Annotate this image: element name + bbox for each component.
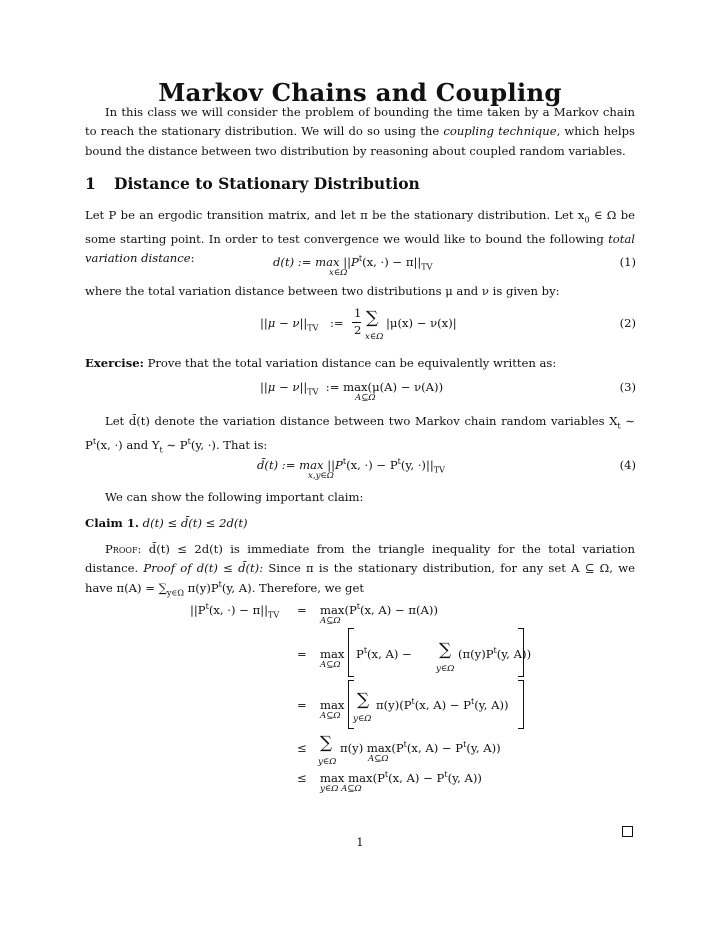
equation-number: (1) bbox=[619, 255, 636, 269]
sum-under: y∈Ω bbox=[318, 757, 337, 767]
row-expr: (π(y)P bbox=[458, 647, 494, 661]
row-sup: t bbox=[411, 697, 415, 706]
eq3-lhs: ||μ − ν|| bbox=[260, 380, 308, 394]
relation-symbol: ≤ bbox=[297, 741, 307, 755]
row-under: A⊆Ω bbox=[320, 616, 341, 626]
row-expr-3: (y, A)) bbox=[466, 741, 501, 755]
row-sup: t bbox=[493, 646, 497, 655]
row-pre: P bbox=[356, 647, 364, 661]
para3-text-1: Let d̄(t) denote the variation distance between two Markov chain random variables X bbox=[105, 414, 618, 428]
eq2-rhs: |μ(x) − ν(x)| bbox=[386, 316, 457, 330]
intro-paragraph bbox=[85, 103, 635, 161]
row-expr-2: (x, A) − P bbox=[388, 771, 445, 785]
para1-text-1: Let P be an ergodic transition matrix, and let π be the stationary distribution. Let x bbox=[85, 208, 585, 222]
sum-symbol: ∑ bbox=[320, 733, 333, 753]
relation-symbol: = bbox=[297, 698, 307, 712]
eq4-sup-2: t bbox=[397, 457, 401, 466]
derivation-lhs-sub: TV bbox=[268, 610, 280, 620]
intro-emphasis: coupling technique bbox=[443, 124, 557, 139]
row-pre-2: (x, A) − bbox=[367, 647, 412, 661]
eq2-sum: ∑ bbox=[366, 308, 379, 328]
proof-text-1: d̄(t) ≤ 2d(t) is immediate from the triangle inequality for the total variation distance. bbox=[85, 542, 635, 576]
para3-text-4: ∼ P bbox=[162, 437, 188, 452]
proof-text-2: Since π is the stationary distribution, for any set A ⊆ Ω, we have π(A) = ∑ bbox=[85, 561, 636, 595]
max-operator: max max(P bbox=[320, 771, 385, 785]
row-under: y∈Ω A⊆Ω bbox=[320, 784, 362, 794]
row-sup: t bbox=[384, 770, 389, 779]
row-sup-2: t bbox=[463, 740, 467, 749]
eq3-under: A⊆Ω bbox=[355, 393, 376, 403]
derivation-lhs bbox=[190, 603, 279, 619]
eq2-frac-den: 2 bbox=[354, 323, 362, 337]
proof-sup: t bbox=[218, 579, 222, 589]
para1-emphasis: total variation distance bbox=[85, 231, 635, 266]
intro-text-1: In this class we will consider the problem of bounding the time taken by a Markov chain to reach the stationary distribution. We will do so using the bbox=[85, 105, 635, 139]
row-expr-3: (y, A)) bbox=[447, 771, 482, 785]
derivation-row-2 bbox=[356, 647, 412, 661]
row-expr: π(y)(P bbox=[376, 698, 412, 712]
paragraph-4: We can show the following important claim: bbox=[105, 490, 364, 504]
left-bracket bbox=[348, 628, 354, 677]
sum-symbol: ∑ bbox=[357, 690, 370, 710]
row-sup: t bbox=[403, 740, 407, 749]
derivation-row-1 bbox=[320, 603, 438, 617]
proof-sub: y∈Ω bbox=[166, 588, 184, 598]
sum-under: y∈Ω bbox=[436, 664, 455, 674]
eq4-under: x,y∈Ω bbox=[308, 471, 334, 481]
row-expr-2: (x, A) − P bbox=[414, 698, 471, 712]
max-operator: max bbox=[320, 698, 345, 712]
eq1-rhs-sub: TV bbox=[421, 262, 433, 272]
para3-text-3: (x, ·) and Y bbox=[96, 437, 160, 452]
para3-sup-2: t bbox=[187, 436, 191, 446]
eq1-under: x∈Ω bbox=[329, 268, 348, 278]
para3-sub-2: t bbox=[159, 445, 163, 455]
claim bbox=[85, 514, 635, 533]
proof-label: Proof: bbox=[105, 542, 142, 556]
section-number: 1 bbox=[85, 174, 96, 193]
exercise-text: Prove that the total variation distance can be equivalently written as: bbox=[143, 356, 557, 370]
para3-sup-1: t bbox=[92, 436, 97, 446]
eq2-frac-num: 1 bbox=[354, 306, 362, 320]
row-expr: (P bbox=[344, 603, 357, 617]
section-heading bbox=[85, 174, 420, 193]
para1-text-2: ∈ Ω be some starting point. In order to test convergence we would like to bound the following bbox=[85, 208, 635, 246]
eq2-under: x∈Ω bbox=[365, 332, 384, 342]
para1-text-3: : bbox=[190, 251, 195, 266]
page-title: Markov Chains and Coupling bbox=[158, 78, 562, 107]
derivation-row-3 bbox=[376, 698, 509, 712]
eq2-assign: := bbox=[330, 316, 344, 330]
claim-label: Claim 1. bbox=[85, 516, 139, 530]
eq4-rhs: (y, ·)|| bbox=[400, 458, 434, 472]
row-expr-2: (y, A)) bbox=[496, 647, 532, 661]
derivation-lhs-sup: t bbox=[205, 602, 209, 611]
row-expr-2: (x, A) − P bbox=[406, 741, 464, 755]
equation-number: (4) bbox=[619, 458, 636, 472]
exercise-paragraph bbox=[85, 354, 635, 373]
proof-text-4: (y, A). Therefore, we get bbox=[221, 580, 364, 595]
para3-text-5: (y, ·). That is: bbox=[190, 437, 268, 452]
eq4-rhs-sub: TV bbox=[433, 465, 445, 475]
right-bracket bbox=[518, 680, 524, 729]
section-title: Distance to Stationary Distribution bbox=[114, 174, 420, 193]
paragraph-2: where the total variation distance between two distributions μ and ν is given by: bbox=[85, 284, 560, 298]
eq4-mid: (x, ·) − P bbox=[346, 458, 398, 472]
max-operator: max bbox=[320, 647, 345, 661]
eq1-lhs: d(t) := max ||P bbox=[273, 255, 359, 269]
eq1-sup: t bbox=[358, 254, 363, 263]
row-expr-2: (x, A) − π(A)) bbox=[360, 603, 438, 617]
eq4-lhs: d̄(t) := max ||P bbox=[257, 458, 343, 472]
intro-text-2: , which helps bound the distance between two distribution by reasoning about coupled random variables. bbox=[85, 124, 635, 158]
row-sup: t bbox=[356, 602, 360, 611]
max-operator: max bbox=[320, 603, 345, 617]
relation-symbol: = bbox=[297, 647, 307, 661]
proof-text-3: π(y)P bbox=[183, 580, 219, 595]
row-under: A⊆Ω bbox=[368, 754, 389, 764]
derivation-lhs-2: (x, ·) − π|| bbox=[208, 603, 269, 617]
row-expr-3: (y, A)) bbox=[474, 698, 509, 712]
para3-text-2: ∼ P bbox=[85, 414, 635, 452]
claim-text: d(t) ≤ d̄(t) ≤ 2d(t) bbox=[138, 516, 248, 530]
eq4-sup-1: t bbox=[342, 457, 347, 466]
relation-symbol: = bbox=[297, 603, 307, 617]
sum-symbol: ∑ bbox=[439, 640, 452, 660]
relation-symbol: ≤ bbox=[297, 771, 307, 785]
eq2-lhs: ||μ − ν|| bbox=[260, 316, 308, 330]
derivation-lhs-1: ||P bbox=[190, 603, 206, 617]
row-expr: π(y) max(P bbox=[340, 741, 404, 755]
proof-emphasis: Proof of d(t) ≤ d̄(t): bbox=[143, 561, 264, 576]
exercise-label: Exercise: bbox=[85, 356, 144, 370]
eq1-rhs: (x, ·) − π|| bbox=[362, 255, 422, 269]
proof-paragraph bbox=[85, 540, 635, 603]
row-pre-sup: t bbox=[363, 646, 368, 655]
sum-under: y∈Ω bbox=[353, 714, 372, 724]
row-sup-2: t bbox=[470, 697, 475, 706]
eq2-lhs-sub: TV bbox=[307, 323, 319, 333]
row-under: A⊆Ω bbox=[320, 660, 341, 670]
para1-sub: 0 bbox=[584, 215, 590, 225]
eq3-lhs-sub: TV bbox=[307, 387, 319, 397]
row-under: A⊆Ω bbox=[320, 711, 341, 721]
equation-number: (2) bbox=[619, 316, 636, 330]
equation-2 bbox=[0, 306, 720, 346]
derivation-row-5 bbox=[320, 771, 482, 785]
para3-sub-1: t bbox=[617, 421, 621, 431]
page-number: 1 bbox=[356, 835, 364, 849]
equation-number: (3) bbox=[619, 380, 636, 394]
row-sup-2: t bbox=[444, 770, 448, 779]
eq3-rhs: := max(μ(A) − ν(A)) bbox=[325, 380, 444, 394]
derivation-row-4 bbox=[340, 741, 501, 755]
paragraph-3 bbox=[85, 412, 635, 459]
right-bracket bbox=[518, 628, 524, 677]
